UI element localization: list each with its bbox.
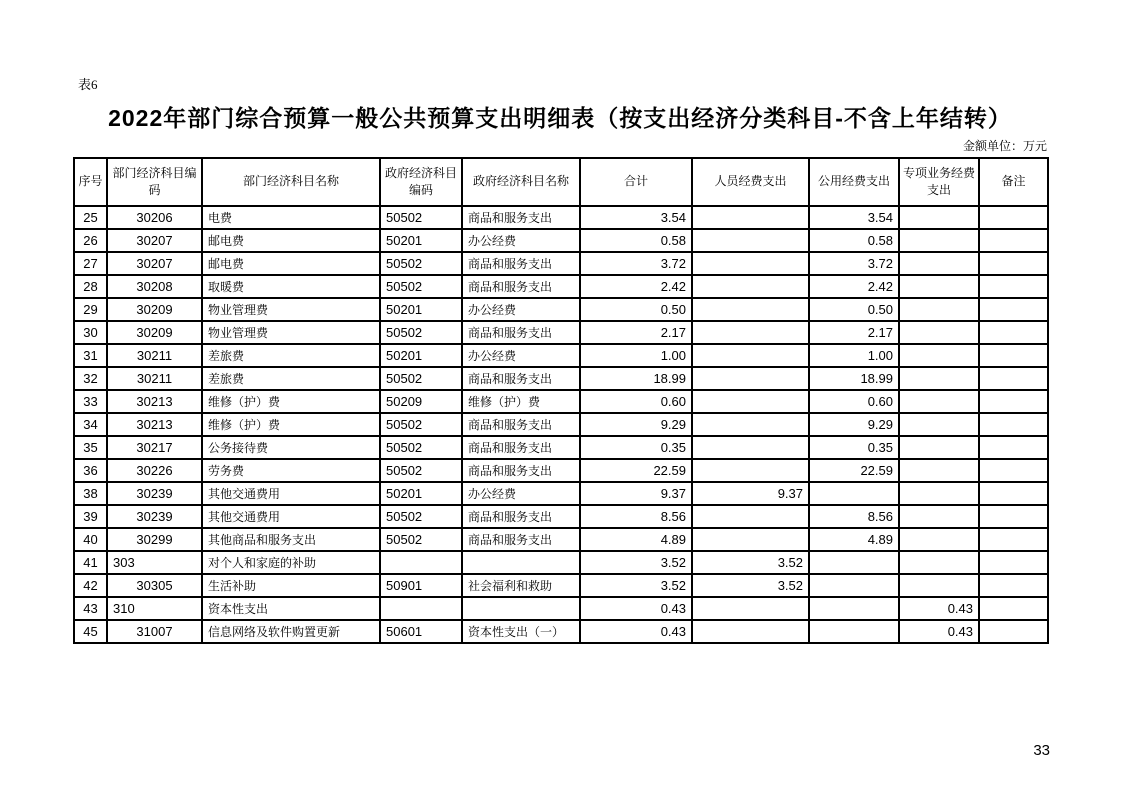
cell-personnel-expense (692, 275, 809, 298)
cell-gov-code: 50201 (380, 229, 462, 252)
cell-seq: 41 (74, 551, 107, 574)
cell-total: 8.56 (580, 505, 692, 528)
cell-special-expense (899, 252, 979, 275)
cell-gov-name (462, 597, 580, 620)
col-header-public-expense: 公用经费支出 (809, 158, 899, 206)
table-row (74, 367, 1048, 390)
cell-gov-name: 商品和服务支出 (462, 505, 580, 528)
cell-personnel-expense (692, 436, 809, 459)
cell-remark (979, 459, 1048, 482)
col-header-remark: 备注 (979, 158, 1048, 206)
cell-special-expense (899, 459, 979, 482)
cell-special-expense (899, 298, 979, 321)
cell-public-expense (809, 597, 899, 620)
cell-remark (979, 413, 1048, 436)
table-header (74, 158, 1048, 206)
cell-gov-code: 50901 (380, 574, 462, 597)
cell-seq: 39 (74, 505, 107, 528)
cell-dept-name: 维修（护）费 (202, 390, 380, 413)
cell-total: 0.35 (580, 436, 692, 459)
cell-special-expense (899, 321, 979, 344)
cell-dept-code: 31007 (107, 620, 202, 643)
table-body (74, 206, 1048, 643)
cell-total: 0.60 (580, 390, 692, 413)
table-row (74, 528, 1048, 551)
table-row (74, 413, 1048, 436)
cell-seq: 40 (74, 528, 107, 551)
cell-remark (979, 344, 1048, 367)
cell-dept-name: 生活补助 (202, 574, 380, 597)
cell-seq: 27 (74, 252, 107, 275)
cell-personnel-expense (692, 367, 809, 390)
budget-table (73, 157, 1049, 644)
cell-gov-name: 办公经费 (462, 344, 580, 367)
cell-public-expense (809, 482, 899, 505)
cell-public-expense: 3.72 (809, 252, 899, 275)
table-row (74, 551, 1048, 574)
cell-public-expense: 1.00 (809, 344, 899, 367)
cell-dept-code: 30239 (107, 505, 202, 528)
table-row (74, 252, 1048, 275)
table-row (74, 482, 1048, 505)
cell-personnel-expense (692, 413, 809, 436)
cell-total: 0.43 (580, 620, 692, 643)
cell-special-expense (899, 367, 979, 390)
cell-remark (979, 252, 1048, 275)
cell-total: 1.00 (580, 344, 692, 367)
cell-dept-name: 差旅费 (202, 344, 380, 367)
cell-seq: 38 (74, 482, 107, 505)
cell-gov-name: 商品和服务支出 (462, 252, 580, 275)
cell-dept-name: 其他商品和服务支出 (202, 528, 380, 551)
cell-personnel-expense (692, 344, 809, 367)
cell-dept-code: 30211 (107, 367, 202, 390)
cell-gov-code: 50502 (380, 275, 462, 298)
cell-public-expense: 0.35 (809, 436, 899, 459)
cell-personnel-expense (692, 252, 809, 275)
cell-public-expense: 8.56 (809, 505, 899, 528)
cell-dept-code: 30299 (107, 528, 202, 551)
cell-seq: 29 (74, 298, 107, 321)
cell-gov-code: 50502 (380, 367, 462, 390)
cell-special-expense (899, 551, 979, 574)
cell-special-expense (899, 344, 979, 367)
cell-gov-code: 50502 (380, 436, 462, 459)
col-header-special-expense: 专项业务经费支出 (899, 158, 979, 206)
cell-total: 3.72 (580, 252, 692, 275)
cell-special-expense (899, 436, 979, 459)
cell-seq: 31 (74, 344, 107, 367)
cell-seq: 28 (74, 275, 107, 298)
cell-remark (979, 505, 1048, 528)
cell-dept-code: 30217 (107, 436, 202, 459)
cell-gov-code: 50502 (380, 413, 462, 436)
cell-public-expense: 2.17 (809, 321, 899, 344)
col-header-dept-code: 部门经济科目编码 (107, 158, 202, 206)
cell-public-expense (809, 620, 899, 643)
cell-gov-code: 50201 (380, 482, 462, 505)
cell-special-expense (899, 206, 979, 229)
unit-note: 金额单位：万元 (962, 139, 1047, 153)
cell-gov-code: 50201 (380, 298, 462, 321)
cell-dept-code: 303 (107, 551, 202, 574)
cell-remark (979, 367, 1048, 390)
col-header-gov-name: 政府经济科目名称 (462, 158, 580, 206)
cell-gov-code (380, 551, 462, 574)
table-row (74, 206, 1048, 229)
cell-total: 3.54 (580, 206, 692, 229)
cell-gov-name: 办公经费 (462, 229, 580, 252)
cell-public-expense: 0.50 (809, 298, 899, 321)
cell-personnel-expense: 9.37 (692, 482, 809, 505)
cell-gov-code: 50502 (380, 505, 462, 528)
cell-gov-code: 50201 (380, 344, 462, 367)
page-title: 2022年部门综合预算一般公共预算支出明细表（按支出经济分类科目-不含上年结转） (108, 105, 1012, 131)
cell-personnel-expense (692, 528, 809, 551)
cell-total: 9.37 (580, 482, 692, 505)
cell-remark (979, 528, 1048, 551)
cell-gov-code: 50502 (380, 459, 462, 482)
cell-special-expense (899, 275, 979, 298)
col-header-personnel-expense: 人员经费支出 (692, 158, 809, 206)
col-header-dept-name: 部门经济科目名称 (202, 158, 380, 206)
cell-seq: 35 (74, 436, 107, 459)
cell-seq: 36 (74, 459, 107, 482)
cell-dept-code: 30213 (107, 390, 202, 413)
cell-dept-name: 邮电费 (202, 252, 380, 275)
cell-personnel-expense (692, 229, 809, 252)
cell-gov-name: 商品和服务支出 (462, 321, 580, 344)
cell-dept-code: 30239 (107, 482, 202, 505)
sheet-label: 表6 (78, 77, 98, 92)
cell-total: 3.52 (580, 551, 692, 574)
cell-remark (979, 206, 1048, 229)
cell-total: 2.17 (580, 321, 692, 344)
table-row (74, 321, 1048, 344)
cell-dept-code: 30226 (107, 459, 202, 482)
cell-gov-name: 商品和服务支出 (462, 436, 580, 459)
cell-remark (979, 298, 1048, 321)
cell-gov-name: 商品和服务支出 (462, 528, 580, 551)
col-header-seq: 序号 (74, 158, 107, 206)
cell-total: 9.29 (580, 413, 692, 436)
cell-special-expense: 0.43 (899, 620, 979, 643)
cell-gov-name: 商品和服务支出 (462, 367, 580, 390)
table-row (74, 597, 1048, 620)
table-row (74, 459, 1048, 482)
cell-remark (979, 597, 1048, 620)
cell-public-expense: 4.89 (809, 528, 899, 551)
cell-dept-code: 30207 (107, 252, 202, 275)
cell-personnel-expense (692, 597, 809, 620)
cell-dept-code: 30213 (107, 413, 202, 436)
header-row (74, 158, 1048, 206)
cell-remark (979, 482, 1048, 505)
cell-seq: 26 (74, 229, 107, 252)
cell-gov-name: 社会福利和救助 (462, 574, 580, 597)
cell-public-expense (809, 551, 899, 574)
cell-seq: 45 (74, 620, 107, 643)
cell-special-expense (899, 528, 979, 551)
cell-personnel-expense (692, 620, 809, 643)
cell-total: 0.43 (580, 597, 692, 620)
table-row (74, 436, 1048, 459)
cell-dept-name: 信息网络及软件购置更新 (202, 620, 380, 643)
cell-total: 22.59 (580, 459, 692, 482)
table-row (74, 344, 1048, 367)
cell-dept-code: 310 (107, 597, 202, 620)
cell-remark (979, 275, 1048, 298)
page-number: 33 (1033, 742, 1050, 759)
table-row (74, 275, 1048, 298)
cell-dept-name: 物业管理费 (202, 321, 380, 344)
cell-remark (979, 620, 1048, 643)
table-row (74, 620, 1048, 643)
cell-special-expense (899, 482, 979, 505)
cell-public-expense: 18.99 (809, 367, 899, 390)
cell-special-expense (899, 390, 979, 413)
cell-seq: 25 (74, 206, 107, 229)
cell-seq: 34 (74, 413, 107, 436)
cell-public-expense (809, 574, 899, 597)
cell-total: 3.52 (580, 574, 692, 597)
cell-personnel-expense: 3.52 (692, 574, 809, 597)
col-header-total: 合计 (580, 158, 692, 206)
cell-special-expense: 0.43 (899, 597, 979, 620)
cell-dept-name: 公务接待费 (202, 436, 380, 459)
cell-remark (979, 436, 1048, 459)
cell-dept-name: 物业管理费 (202, 298, 380, 321)
table-row (74, 298, 1048, 321)
cell-personnel-expense: 3.52 (692, 551, 809, 574)
cell-special-expense (899, 574, 979, 597)
cell-gov-name: 商品和服务支出 (462, 459, 580, 482)
cell-gov-code: 50209 (380, 390, 462, 413)
cell-dept-name: 其他交通费用 (202, 482, 380, 505)
cell-dept-name: 劳务费 (202, 459, 380, 482)
cell-dept-code: 30305 (107, 574, 202, 597)
cell-remark (979, 321, 1048, 344)
cell-gov-code: 50502 (380, 206, 462, 229)
cell-gov-name: 商品和服务支出 (462, 206, 580, 229)
cell-personnel-expense (692, 390, 809, 413)
cell-public-expense: 2.42 (809, 275, 899, 298)
cell-gov-name: 商品和服务支出 (462, 275, 580, 298)
table-row (74, 390, 1048, 413)
cell-total: 18.99 (580, 367, 692, 390)
cell-dept-code: 30207 (107, 229, 202, 252)
cell-personnel-expense (692, 459, 809, 482)
cell-public-expense: 0.60 (809, 390, 899, 413)
cell-gov-code: 50502 (380, 528, 462, 551)
cell-dept-name: 其他交通费用 (202, 505, 380, 528)
cell-dept-name: 取暖费 (202, 275, 380, 298)
cell-dept-name: 维修（护）费 (202, 413, 380, 436)
cell-dept-code: 30211 (107, 344, 202, 367)
cell-remark (979, 229, 1048, 252)
cell-dept-code: 30208 (107, 275, 202, 298)
cell-total: 0.50 (580, 298, 692, 321)
cell-gov-name: 维修（护）费 (462, 390, 580, 413)
cell-total: 2.42 (580, 275, 692, 298)
cell-seq: 42 (74, 574, 107, 597)
cell-gov-code: 50502 (380, 252, 462, 275)
table-row (74, 505, 1048, 528)
cell-public-expense: 22.59 (809, 459, 899, 482)
cell-total: 0.58 (580, 229, 692, 252)
cell-public-expense: 3.54 (809, 206, 899, 229)
cell-remark (979, 390, 1048, 413)
cell-seq: 32 (74, 367, 107, 390)
cell-personnel-expense (692, 321, 809, 344)
cell-remark (979, 574, 1048, 597)
cell-public-expense: 0.58 (809, 229, 899, 252)
table-row (74, 574, 1048, 597)
cell-special-expense (899, 413, 979, 436)
cell-gov-name: 办公经费 (462, 482, 580, 505)
cell-personnel-expense (692, 206, 809, 229)
cell-dept-name: 资本性支出 (202, 597, 380, 620)
cell-gov-code: 50502 (380, 321, 462, 344)
cell-gov-name: 资本性支出（一） (462, 620, 580, 643)
cell-dept-code: 30206 (107, 206, 202, 229)
cell-gov-name: 办公经费 (462, 298, 580, 321)
cell-gov-code (380, 597, 462, 620)
table-row (74, 229, 1048, 252)
cell-gov-name (462, 551, 580, 574)
cell-public-expense: 9.29 (809, 413, 899, 436)
cell-seq: 30 (74, 321, 107, 344)
cell-remark (979, 551, 1048, 574)
cell-seq: 33 (74, 390, 107, 413)
col-header-gov-code: 政府经济科目编码 (380, 158, 462, 206)
cell-dept-code: 30209 (107, 321, 202, 344)
cell-special-expense (899, 505, 979, 528)
cell-gov-code: 50601 (380, 620, 462, 643)
cell-gov-name: 商品和服务支出 (462, 413, 580, 436)
cell-dept-name: 差旅费 (202, 367, 380, 390)
cell-personnel-expense (692, 298, 809, 321)
cell-total: 4.89 (580, 528, 692, 551)
cell-dept-name: 对个人和家庭的补助 (202, 551, 380, 574)
cell-personnel-expense (692, 505, 809, 528)
cell-dept-name: 邮电费 (202, 229, 380, 252)
cell-special-expense (899, 229, 979, 252)
cell-dept-code: 30209 (107, 298, 202, 321)
cell-dept-name: 电费 (202, 206, 380, 229)
cell-seq: 43 (74, 597, 107, 620)
